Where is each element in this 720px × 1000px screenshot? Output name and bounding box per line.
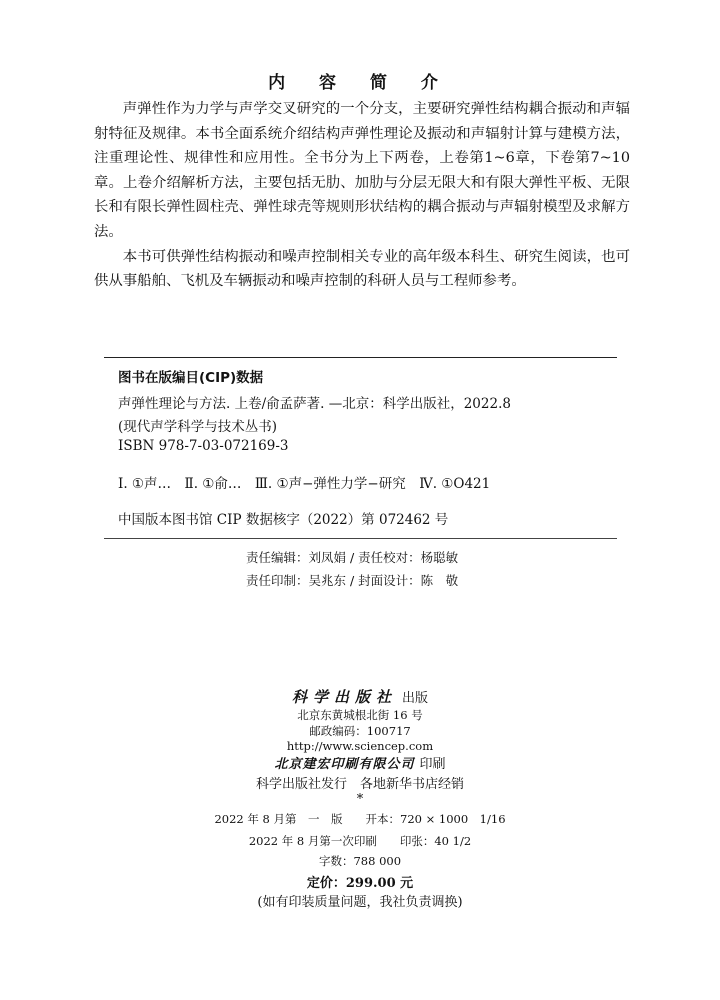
staff-line-2: 责任印制：吴兆东 / 封面设计：陈 敬 <box>246 573 459 588</box>
staff-line-1: 责任编辑：刘凤娟 / 责任校对：杨聪敏 <box>246 550 459 565</box>
intro-paragraph-1: 声弹性作为力学与声学交叉研究的一个分支，主要研究弹性结构耦合振动和声辐射特征及规律。本书全面系统介绍结构声弹性理论及振动和声辐射计算与建模方法，注重理论性、规律性和应用性。全书分为上下两卷，上卷第1~6章，下卷第7~10章。上卷介绍解析方法，主要包括无肋、加肋与分层无限大和有限大弹性平板、无限长和有限长弹性圆柱壳、弹性球壳等规则形状结构的耦合振动与声辐射模型及求解方法。 <box>94 101 630 240</box>
cip-heading: 图书在版编目(CIP)数据 <box>118 370 264 386</box>
cip-top-rule <box>104 357 617 358</box>
printer-suffix: 印刷 <box>419 757 446 772</box>
publisher-logo-text: 科学出版社 <box>291 688 397 706</box>
edition-line: 2022 年 8 月第 一 版 开本：720 × 1000 1/16 <box>214 812 506 826</box>
cip-bottom-rule <box>104 538 617 539</box>
page-title: 内 容 简 介 <box>268 73 452 93</box>
cip-classification: Ⅰ. ①声… Ⅱ. ①俞… Ⅲ. ①声−弹性力学−研究 Ⅳ. ①O421 <box>118 476 491 492</box>
printing-line: 2022 年 8 月第一次印刷 印张：40 1/2 <box>248 834 472 848</box>
word-count: 字数：788 000 <box>318 854 402 868</box>
publisher-postcode: 邮政编码：100717 <box>309 724 411 738</box>
intro-paragraph-2: 本书可供弹性结构振动和噪声控制相关专业的高年级本科生、研究生阅读，也可供从事船舶、飞机及车辆振动和噪声控制的科研人员与工程师参考。 <box>94 248 630 290</box>
publisher-line <box>0 686 720 707</box>
printer-logo-text: 北京建宏印刷有限公司 <box>274 757 415 772</box>
cip-record-number: 中国版本图书馆 CIP 数据核字（2022）第 072462 号 <box>118 512 449 528</box>
price: 定价：299.00 元 <box>306 876 414 891</box>
publisher-address: 北京东黄城根北街 16 号 <box>297 708 423 722</box>
cip-series-line: (现代声学科学与技术丛书) <box>118 419 278 435</box>
publisher-url: http://www.sciencep.com <box>286 739 434 753</box>
separator-star: * <box>356 792 364 807</box>
distribution-line: 科学出版社发行 各地新华书店经销 <box>255 777 464 792</box>
introduction-text <box>94 97 630 294</box>
printer-line <box>0 753 720 772</box>
cip-title-line: 声弹性理论与方法. 上卷/俞孟萨著. —北京：科学出版社，2022.8 <box>118 396 511 412</box>
quality-notice: (如有印装质量问题，我社负责调换) <box>257 895 463 910</box>
publisher-suffix: 出版 <box>402 691 429 706</box>
cip-isbn: ISBN 978-7-03-072169-3 <box>118 438 289 454</box>
